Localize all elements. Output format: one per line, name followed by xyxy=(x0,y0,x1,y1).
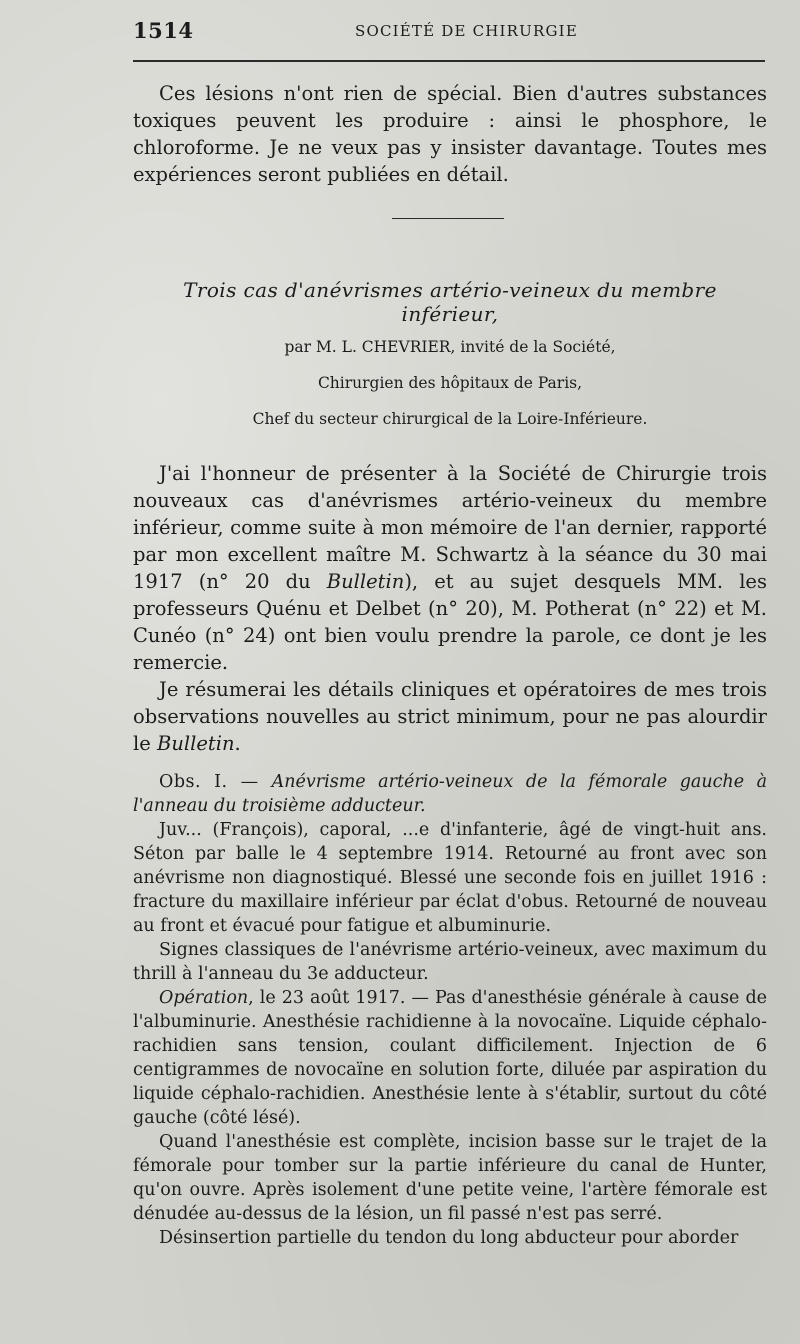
bulletin-ref: Bulletin xyxy=(156,732,235,755)
observation-paragraph-1: Juv... (François), caporal, ...e d'infanterie, âgé de vingt-huit ans. Séton par balle le 4 septembre 1914. Retourné au front avec son anévrisme non diagnostiqué. Blessé une seconde fois en juillet 1916 : fracture du maxillaire inférieur par éclat d'obus. Retourné de nouveau au front et évacué pour fatigue et albuminurie. xyxy=(133,820,767,936)
author-position-1: Chirurgien des hôpitaux de Paris, xyxy=(317,374,583,392)
page-number: 1514 xyxy=(133,18,194,43)
author-position-2: Chef du secteur chirurgical de la Loire-Inférieure. xyxy=(252,410,648,428)
observation-paragraph-4: Quand l'anesthésie est complète, incision basse sur le trajet de la fémorale pour tomber sur la partie inférieure du canal de Hunter, qu'on ouvre. Après isolement d'une petite veine, l'artère fémorale est dénudée au-dessus de la lésion, un fil passé n'est pas serré. xyxy=(133,1132,767,1224)
author-line: par M. L. CHEVRIER, invité de la Société, xyxy=(284,338,616,356)
header-rule xyxy=(133,60,765,62)
page-header xyxy=(133,18,773,48)
observation-title: Anévrisme artério-veineux de la fémorale gauche à l'anneau du troisième adducteur. xyxy=(133,772,767,816)
body-section xyxy=(133,460,767,757)
intro-section xyxy=(133,80,767,188)
bulletin-ref: Bulletin xyxy=(326,570,405,593)
article-title: Trois cas d'anévrismes artério-veineux du membre inférieur, xyxy=(183,278,717,326)
observation-heading xyxy=(133,770,767,818)
section-separator xyxy=(392,218,504,219)
body-paragraph-1: J'ai l'honneur de présenter à la Société de Chirurgie trois nouveaux cas d'anévrismes artério-veineux du membre inférieur, comme suite à mon mémoire de l'an dernier, rapporté par mon excellent maître M. Schwartz à la séance du 30 mai 1917 (n° 20 du Bulletin), et au sujet desquels MM. les professeurs Quénu et Delbet (n° 20), M. Potherat (n° 22) et M. Cunéo (n° 24) ont bien voulu prendre la parole, ce dont je les remercie. xyxy=(133,462,767,674)
observation-label: Obs. I. — xyxy=(159,772,272,792)
observation-paragraph-2: Signes classiques de l'anévrisme artério-veineux, avec maximum du thrill à l'anneau du 3e adducteur. xyxy=(133,940,767,984)
operation-label: Opération xyxy=(159,988,249,1008)
body-paragraph-2: Je résumerai les détails cliniques et opératoires de mes trois observations nouvelles au strict minimum, pour ne pas alourdir le Bulletin. xyxy=(133,678,767,755)
observation-section xyxy=(133,770,767,1250)
observation-paragraph-5: Désinsertion partielle du tendon du long abducteur pour aborder xyxy=(159,1228,739,1248)
running-head: SOCIÉTÉ DE CHIRURGIE xyxy=(355,22,578,40)
intro-paragraph: Ces lésions n'ont rien de spécial. Bien d'autres substances toxiques peuvent les produire : ainsi le phosphore, le chloroforme. Je ne veux pas y insister davantage. Toutes mes expériences seront publiées en détail. xyxy=(133,82,767,186)
observation-paragraph-3: Opération, le 23 août 1917. — Pas d'anesthésie générale à cause de l'albuminurie. Anesthésie rachidienne à la novocaïne. Liquide céphalo-rachidien sans tension, coulant difficilement. Injection de 6 centigrammes de novocaïne en solution forte, diluée par aspiration du liquide céphalo-rachidien. Anesthésie lente à s'établir, surtout du côté gauche (côté lésé). xyxy=(133,988,767,1128)
